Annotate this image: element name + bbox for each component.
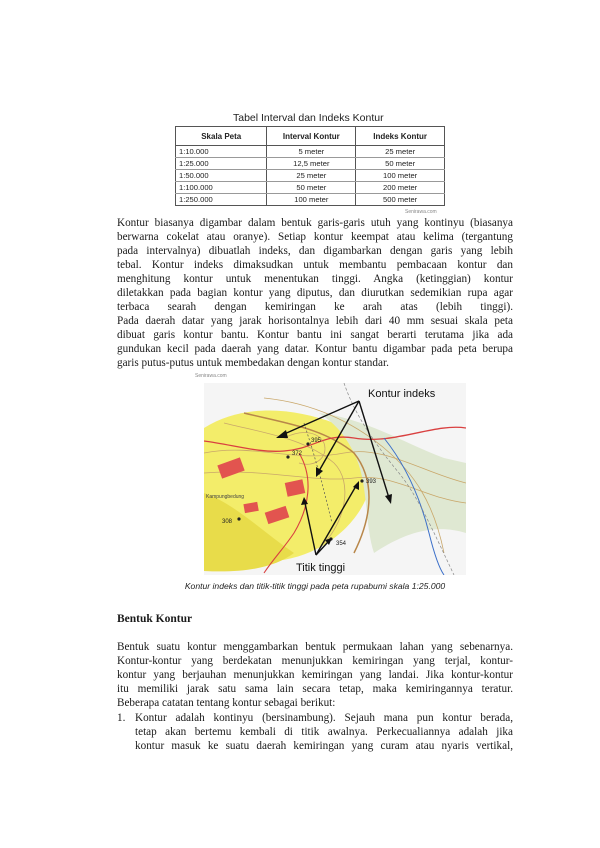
text-line: diletakkan pada bagian kontur yang diputus, dan diurutkan sedemikian rupa agar bbox=[117, 287, 513, 299]
place-label: Kampungbedung bbox=[206, 494, 245, 500]
table-cell: 25 meter bbox=[267, 170, 356, 182]
text-line: tebal. Kontur indeks dimaksudkan untuk membantu pembacaan kontur dan bbox=[117, 259, 513, 271]
table-cell: 500 meter bbox=[356, 194, 445, 206]
table-cell: 1:100.000 bbox=[176, 182, 267, 194]
elevation-label: 393 bbox=[366, 479, 377, 485]
text-line: berwarna cokelat atau oranye). Setiap kontur keempat atau kelima (tergantung bbox=[117, 231, 513, 243]
text-line: gundukan kecil pada daerah yang datar. Kontur bantu digambar pada peta berupa bbox=[117, 343, 513, 355]
paragraph-contour-shape bbox=[117, 640, 513, 710]
table-header: Indeks Kontur bbox=[356, 127, 445, 146]
contour-interval-table bbox=[175, 126, 445, 206]
table-row bbox=[176, 170, 445, 182]
table-row bbox=[176, 194, 445, 206]
text-line: Kontur adalah kontinyu (bersinambung). Sejauh mana pun kontur berada, bbox=[135, 712, 513, 724]
table-row bbox=[176, 158, 445, 170]
table-cell: 25 meter bbox=[356, 146, 445, 158]
text-line: kontur yang berjauhan menunjukkan kemiringan yang landai. Jika kontur-kontur bbox=[117, 669, 513, 681]
table-header: Interval Kontur bbox=[267, 127, 356, 146]
kontur-indeks-label: Kontur indeks bbox=[368, 388, 436, 400]
elevation-label: 354 bbox=[336, 541, 347, 547]
list-number: 1. bbox=[117, 712, 126, 724]
table-row bbox=[176, 182, 445, 194]
table-cell: 100 meter bbox=[267, 194, 356, 206]
text-line: kontur masuk ke suatu daerah kemiringan yang curam atau nyaris vertikal, bbox=[135, 740, 513, 752]
topographic-map-figure bbox=[204, 383, 466, 575]
section-heading: Bentuk Kontur bbox=[117, 613, 193, 625]
text-line: pada intervalnya) dibuatlah indeks, dan digambarkan dengan garis yang lebih bbox=[117, 245, 513, 257]
table-cell: 1:250.000 bbox=[176, 194, 267, 206]
table-cell: 1:10.000 bbox=[176, 146, 267, 158]
notes-list bbox=[117, 711, 513, 753]
table-header: Skala Peta bbox=[176, 127, 267, 146]
list-item bbox=[117, 711, 513, 753]
paragraph-contour-description bbox=[117, 216, 513, 370]
elevation-point bbox=[360, 479, 363, 482]
table-cell: 5 meter bbox=[267, 146, 356, 158]
text-line: Bentuk suatu kontur menggambarkan bentuk permukaan lahan yang sebenarnya. bbox=[117, 641, 513, 653]
table-title: Tabel Interval dan Indeks Kontur bbox=[233, 112, 384, 124]
elevation-label: 372 bbox=[292, 451, 303, 457]
text-line: garis putus-putus untuk membedakan dengan kontur standar. bbox=[117, 357, 389, 369]
elevation-label: 308 bbox=[222, 519, 233, 525]
table-cell: 100 meter bbox=[356, 170, 445, 182]
figure-caption: Kontur indeks dan titik-titik tinggi pada peta rupabumi skala 1:25.000 bbox=[184, 581, 446, 591]
table-source-watermark: Senirawa.com bbox=[405, 209, 437, 215]
table-cell: 50 meter bbox=[356, 158, 445, 170]
table-cell: 1:25.000 bbox=[176, 158, 267, 170]
elevation-point bbox=[286, 455, 289, 458]
text-line: Kontur-kontur yang berdekatan menunjukkan kemiringan yang terjal, kontur- bbox=[117, 655, 513, 667]
text-line: Beberapa catatan tentang kontur sebagai berikut: bbox=[117, 697, 336, 709]
text-line: Kontur biasanya digambar dalam bentuk garis-garis utuh yang kontinyu (biasanya bbox=[117, 217, 513, 229]
table-cell: 12,5 meter bbox=[267, 158, 356, 170]
text-line: tetap akan bertemu kembali di titik awalnya. Perkecualiannya adalah jika bbox=[135, 726, 513, 738]
map-source-watermark: Senirawa.com bbox=[195, 373, 227, 379]
text-line: dibuat garis kontur bantu. Kontur bantu ini sangat berarti terutama jika ada bbox=[117, 329, 513, 341]
titik-tinggi-label: Titik tinggi bbox=[296, 562, 346, 574]
elevation-point bbox=[306, 442, 309, 445]
table-cell: 50 meter bbox=[267, 182, 356, 194]
text-line: terbaca searah dengan kemiringan ke arah atas (lebih tinggi). bbox=[117, 301, 513, 313]
table-cell: 200 meter bbox=[356, 182, 445, 194]
elevation-point bbox=[237, 517, 240, 520]
elevation-label: 395 bbox=[311, 438, 322, 444]
list-text bbox=[135, 711, 513, 753]
table-row bbox=[176, 146, 445, 158]
text-line: itu memiliki jarak satu sama lain secara tetap, maka kemiringannya teratur. bbox=[117, 683, 513, 695]
text-line: menghitung kontur untuk menentukan tinggi. Angka (ketinggian) kontur bbox=[117, 273, 513, 285]
text-line: Pada daerah datar yang jarak horisontalnya lebih dari 40 mm sesuai skala peta bbox=[117, 315, 513, 327]
table-cell: 1:50.000 bbox=[176, 170, 267, 182]
